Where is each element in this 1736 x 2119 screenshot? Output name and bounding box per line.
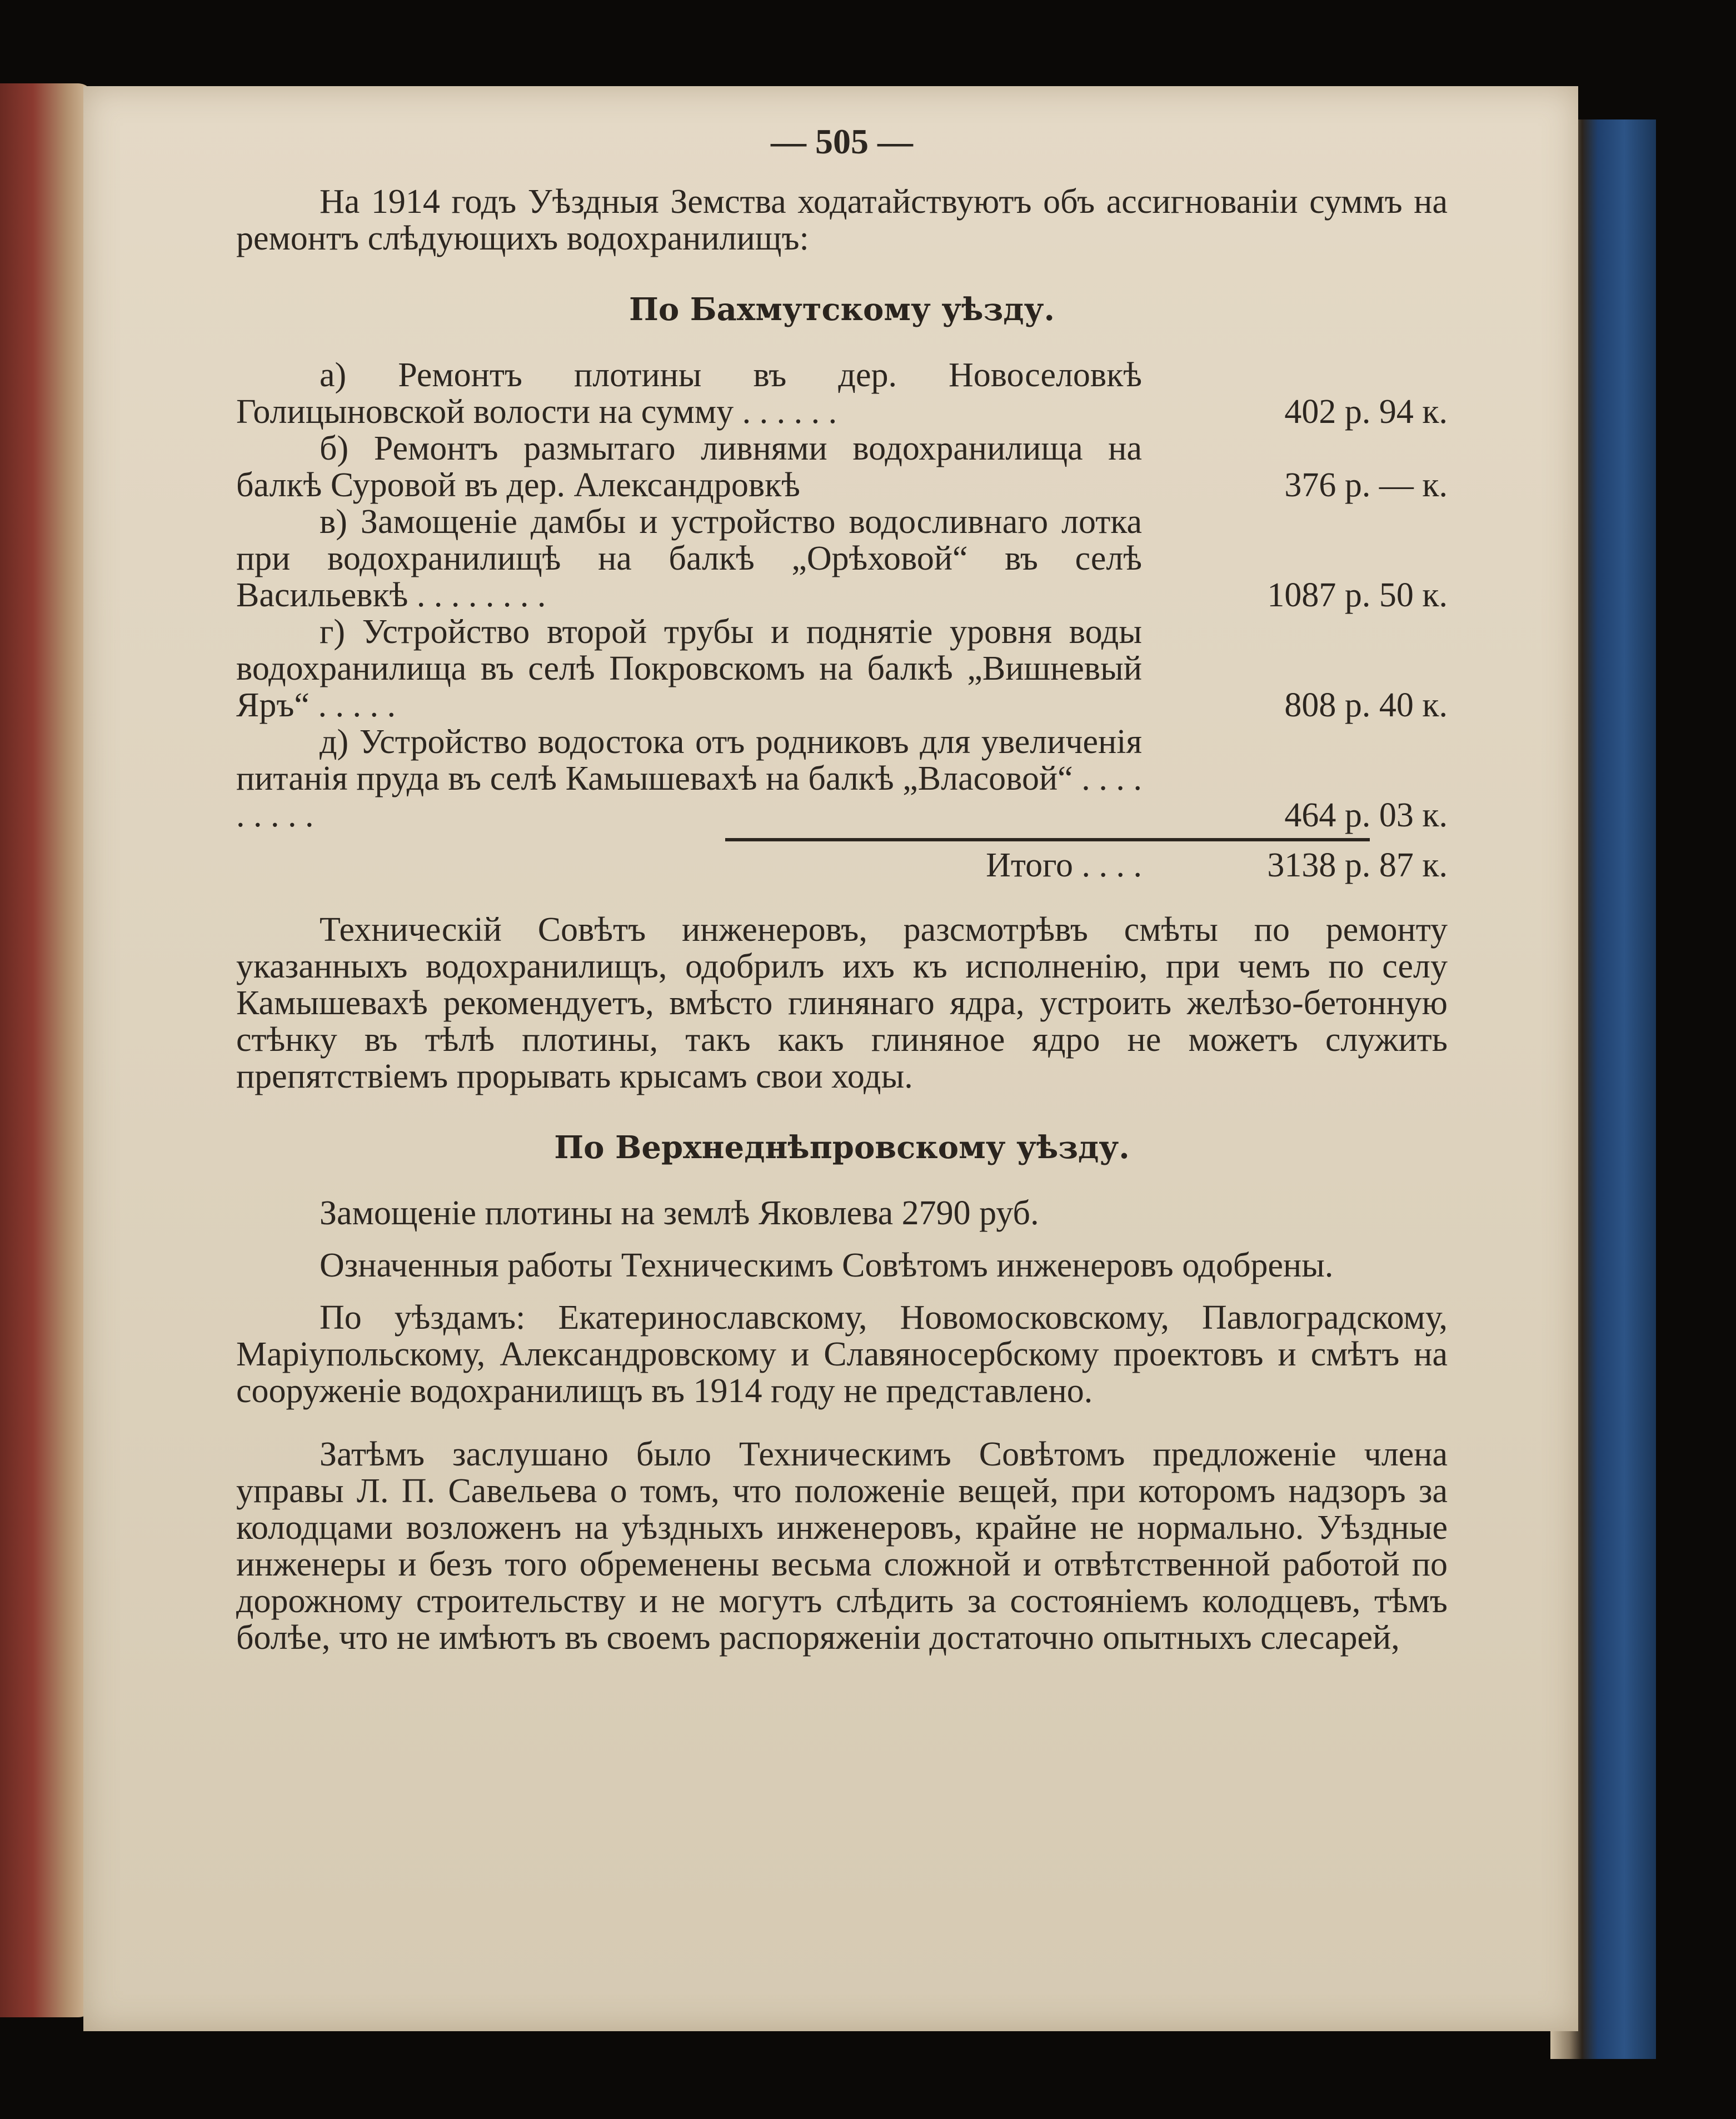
repair-items-list	[236, 357, 1448, 834]
list-item	[236, 503, 1448, 614]
item-amount: 808 р. 40 к.	[1284, 686, 1448, 724]
total-amount: 3138 р. 87 к.	[1267, 846, 1448, 884]
list-item	[236, 614, 1448, 724]
list-item	[236, 724, 1448, 834]
paving-paragraph: Замощеніе плотины на землѣ Яковлева 2790 руб.	[320, 1194, 1039, 1232]
item-amount: 1087 р. 50 к.	[1267, 576, 1448, 614]
total-label: Итого . . . .	[986, 846, 1142, 884]
section-heading-bakhmut: По Бахмутскому уѣзду.	[629, 291, 1055, 328]
item-amount: 402 р. 94 к.	[1284, 393, 1448, 431]
districts-paragraph: По уѣздамъ: Екатеринославскому, Новомосковскому, Павлоградскому, Маріупольскому, Александровскому и Славяносербскому проектовъ и смѣтъ на сооруженіе водохранилищъ въ 1914 году не представлено.	[236, 1299, 1448, 1410]
section-heading-verkhnedneprovsk: По Верхнеднѣпровскому уѣзду.	[554, 1129, 1130, 1166]
leader-dots: . . . . . .	[742, 393, 837, 431]
intro-paragraph: На 1914 годъ Уѣздныя Земства ходатайствуютъ объ ассигнованіи суммъ на ремонтъ слѣдующихъ водохранилищъ:	[236, 183, 1448, 257]
list-item	[236, 357, 1448, 430]
total-row	[236, 847, 1448, 884]
page-number: — 505 —	[771, 122, 913, 161]
book-cover-left	[0, 83, 94, 2017]
leader-dots: . . . . .	[318, 686, 396, 724]
list-item	[236, 430, 1448, 503]
book-page	[83, 86, 1578, 2031]
proposal-paragraph: Затѣмъ заслушано было Техническимъ Совѣтомъ предложеніе члена управы Л. П. Савельева о томъ, что положеніе вещей, при которомъ надзоръ за колодцами возложенъ на уѣздныхъ инженеровъ, крайне не нормально. Уѣздные инженеры и безъ того обременены весьма сложной и отвѣтственной работой по дорожному строительству и не могутъ слѣдить за состояніемъ колодцевъ, тѣмъ болѣе, что не имѣютъ въ своемъ распоряженіи достаточно опытныхъ слесарей,	[236, 1435, 1448, 1657]
item-text: в) Замощеніе дамбы и устройство водосливнаго лотка при водохранилищѣ на балкѣ „Орѣховой“ въ селѣ Васильевкѣ . . . . . . . .	[236, 503, 1142, 614]
item-amount: 376 р. — к.	[1284, 466, 1448, 504]
total-rule	[725, 838, 1370, 841]
approval-paragraph: Означенныя работы Техническимъ Совѣтомъ инженеровъ одобрены.	[320, 1247, 1334, 1284]
leader-dots: . . . . . . . .	[416, 576, 546, 614]
council-paragraph: Техническій Совѣтъ инженеровъ, разсмотрѣвъ смѣты по ремонту указанныхъ водохранилищъ, одобрилъ ихъ къ исполненію, при чемъ по селу Камышевахѣ рекомендуетъ, вмѣсто глинянаго ядра, устроить желѣзо-бетонную стѣнку въ тѣлѣ плотины, такъ какъ глиняное ядро не можетъ служить препятствіемъ прорывать крысамъ свои ходы.	[236, 911, 1448, 1095]
item-text: г) Устройство второй трубы и поднятіе уровня воды водохранилища въ селѣ Покровскомъ на балкѣ „Вишневый Яръ“ . . . . .	[236, 613, 1142, 724]
item-amount: 464 р. 03 к.	[1284, 796, 1448, 834]
item-text: д) Устройство водостока отъ родниковъ для увеличенія питанія пруда въ селѣ Камышевахѣ на балкѣ „Власовой“ . . . . . . . . .	[236, 723, 1142, 834]
item-text: б) Ремонтъ размытаго ливнями водохранилища на балкѣ Суровой въ дер. Александровкѣ	[236, 430, 1142, 504]
item-text: а) Ремонтъ плотины въ дер. Новоселовкѣ Голицыновской волости на сумму . . . . . .	[236, 356, 1142, 431]
leader-dots: . . . . . . . . .	[236, 760, 1142, 834]
page-content	[236, 117, 1448, 2006]
